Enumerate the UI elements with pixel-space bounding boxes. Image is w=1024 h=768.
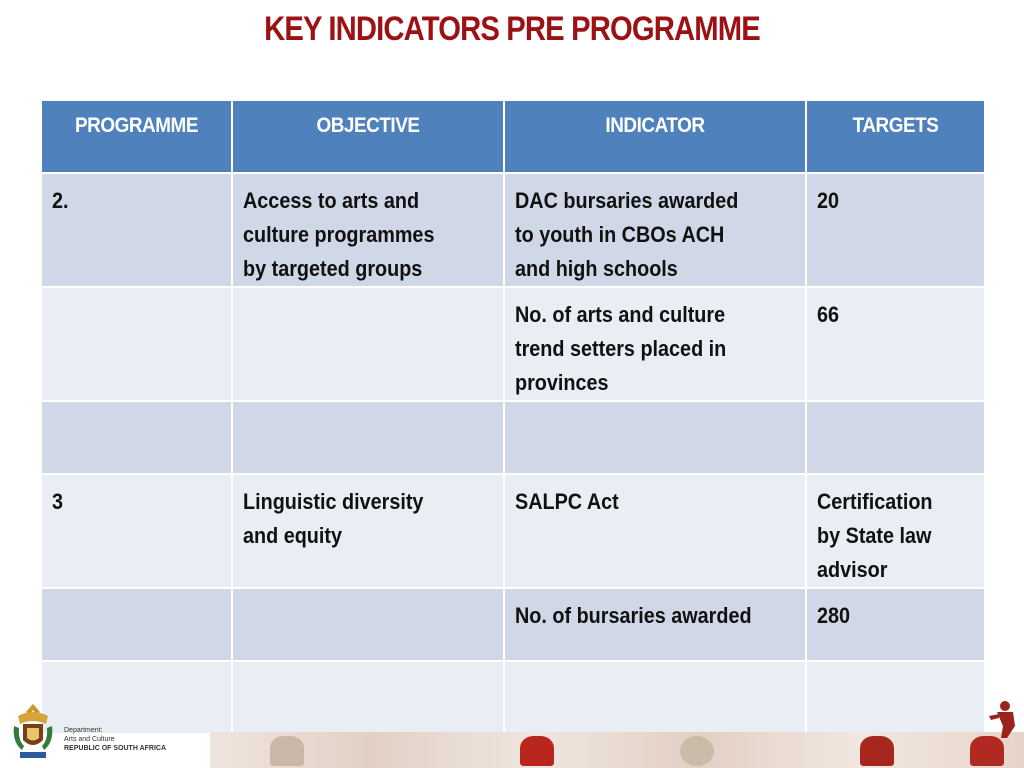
cell-programme: 2. bbox=[41, 173, 232, 287]
cell-objective: Access to arts and culture programmes by targeted groups bbox=[232, 173, 504, 287]
cell-indicator bbox=[504, 661, 806, 734]
dancer-figure-icon bbox=[985, 700, 1019, 740]
cell-indicator bbox=[504, 401, 806, 474]
cell-objective bbox=[232, 287, 504, 401]
cell-objective bbox=[232, 588, 504, 661]
cell-objective: Linguistic diversity and equity bbox=[232, 474, 504, 588]
footer-banner bbox=[210, 732, 1024, 768]
table-row bbox=[41, 287, 985, 401]
logo-line-department: Department: bbox=[64, 727, 103, 734]
banner-figure bbox=[520, 736, 554, 766]
cell-indicator: No. of bursaries awarded bbox=[504, 588, 806, 661]
cell-programme bbox=[41, 401, 232, 474]
cell-indicator: No. of arts and culture trend setters placed in provinces bbox=[504, 287, 806, 401]
slide-title: KEY INDICATORS PRE PROGRAMME bbox=[264, 10, 760, 48]
cell-target bbox=[806, 401, 985, 474]
table-row bbox=[41, 401, 985, 474]
header-programme: PROGRAMME bbox=[41, 100, 232, 173]
header-objective: OBJECTIVE bbox=[232, 100, 504, 173]
banner-figure bbox=[270, 736, 304, 766]
logo-line-arts: Arts and Culture bbox=[64, 736, 115, 743]
cell-programme: 3 bbox=[41, 474, 232, 588]
table-row bbox=[41, 173, 985, 287]
header-targets: TARGETS bbox=[806, 100, 985, 173]
cell-indicator: SALPC Act bbox=[504, 474, 806, 588]
coat-of-arms-icon bbox=[10, 702, 56, 762]
cell-programme bbox=[41, 588, 232, 661]
table-header-row bbox=[41, 100, 985, 173]
cell-target: 280 bbox=[806, 588, 985, 661]
cell-objective bbox=[232, 401, 504, 474]
department-logo bbox=[8, 702, 208, 764]
logo-line-republic: REPUBLIC OF SOUTH AFRICA bbox=[64, 745, 167, 752]
banner-figure bbox=[680, 736, 714, 766]
banner-figure bbox=[860, 736, 894, 766]
cell-target: Certification by State law advisor bbox=[806, 474, 985, 588]
cell-objective bbox=[232, 661, 504, 734]
banner-figure bbox=[970, 736, 1004, 766]
cell-target bbox=[806, 661, 985, 734]
header-indicator: INDICATOR bbox=[504, 100, 806, 173]
cell-indicator: DAC bursaries awarded to youth in CBOs ACH and high schools bbox=[504, 173, 806, 287]
cell-target: 20 bbox=[806, 173, 985, 287]
cell-programme bbox=[41, 287, 232, 401]
table-row bbox=[41, 588, 985, 661]
table-row bbox=[41, 474, 985, 588]
cell-target: 66 bbox=[806, 287, 985, 401]
logo-text bbox=[64, 726, 166, 753]
indicators-table bbox=[40, 99, 986, 735]
